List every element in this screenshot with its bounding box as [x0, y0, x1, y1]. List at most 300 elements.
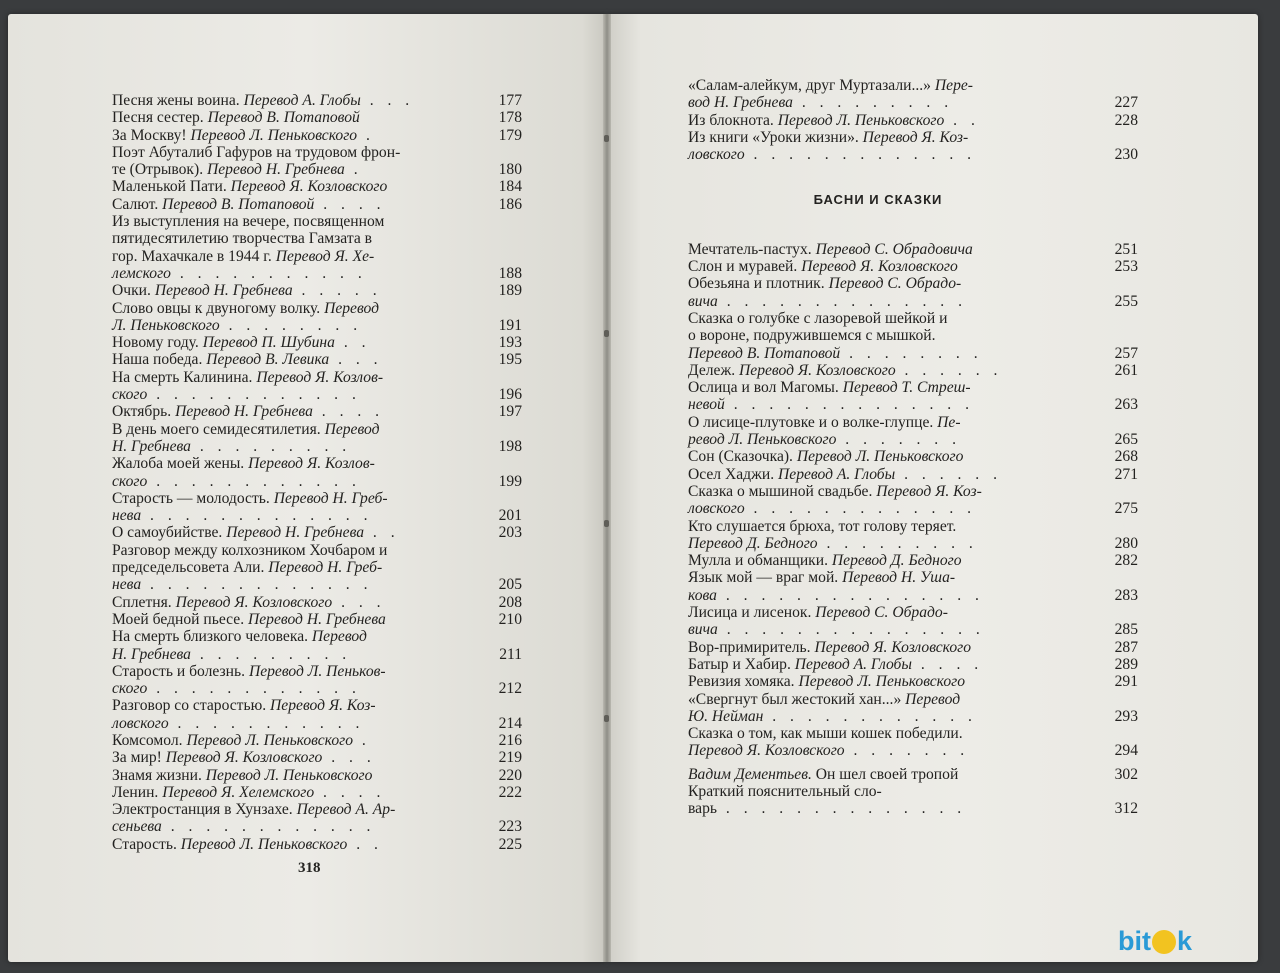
toc-entry-line — [688, 569, 1098, 586]
entry-page-number: 294 — [1114, 742, 1138, 760]
toc-entry-line — [112, 473, 482, 490]
toc-entry — [112, 334, 522, 351]
toc-entry — [112, 196, 522, 213]
entry-page-number: 255 — [1114, 292, 1138, 310]
entry-translator: Пере- — [934, 77, 973, 94]
leader-dots: . . . . . . . . . . . . . . . — [717, 621, 985, 639]
entry-title: Дележ. — [688, 361, 740, 379]
entry-title: Обезьяна и плотник. — [688, 275, 829, 293]
leader-dots: . . . . . . . . . . . . — [161, 818, 376, 836]
entry-title: Старость — молодость. — [112, 489, 274, 507]
leader-dots: . . . . — [314, 195, 386, 213]
entry-title: Знамя жизни. — [112, 766, 206, 784]
toc-entry-line — [112, 749, 482, 766]
toc-left-column — [112, 92, 522, 853]
leader-dots: . . . . — [314, 783, 386, 801]
entry-translator: нева — [112, 576, 142, 594]
entry-translator: вича — [688, 621, 718, 639]
entry-translator: кова — [688, 586, 717, 604]
entry-translator: нева — [112, 507, 142, 525]
entry-translator: Перевод — [311, 628, 367, 646]
entry-title: Вор-примиритель. — [688, 638, 815, 656]
entry-translator: вод Н. Гребнева — [688, 94, 793, 112]
toc-entry — [112, 697, 522, 732]
toc-entry-line — [112, 421, 482, 438]
toc-entry-line — [688, 362, 1098, 379]
toc-entry-line — [688, 639, 1098, 656]
entry-translator: Перевод Л. Пеньковского — [205, 766, 373, 784]
entry-title: о вороне, подружившемся с мышкой. — [688, 327, 936, 345]
toc-entry — [688, 518, 1138, 553]
toc-entry — [112, 784, 522, 801]
entry-translator: Перевод Т. Стреш- — [842, 379, 971, 397]
toc-entry-line — [112, 490, 482, 507]
entry-translator: ловского — [112, 714, 169, 732]
entry-title: председельсовета Али. — [112, 559, 269, 577]
toc-entry — [112, 801, 522, 836]
entry-title: Батыр и Хабир. — [688, 655, 795, 673]
toc-entry — [688, 77, 1138, 112]
entry-page-number: 211 — [499, 645, 522, 663]
toc-entry — [112, 92, 522, 109]
toc-entry — [688, 673, 1138, 690]
toc-entry-line — [688, 310, 1098, 327]
toc-entry — [688, 691, 1138, 726]
entry-translator: Перевод Я. Козлов- — [248, 455, 375, 473]
toc-entry — [112, 542, 522, 594]
entry-page-number: 189 — [498, 282, 522, 300]
entry-translator: Перевод Я. Козловского — [165, 749, 323, 767]
toc-entry-line — [688, 691, 1098, 708]
entry-translator: Перевод А. Ар- — [296, 801, 396, 819]
entry-page-number: 251 — [1114, 240, 1138, 258]
entry-translator: Н. Гребнева — [112, 645, 191, 663]
toc-entry-line — [112, 317, 482, 334]
entry-title: Он шел своей тропой — [815, 765, 959, 783]
entry-translator: Перевод Л. Пеньковского — [190, 126, 358, 144]
entry-translator: лемского — [112, 264, 171, 282]
entry-translator: Перевод Л. Пеньковского — [186, 731, 354, 749]
toc-entry-line — [688, 552, 1098, 569]
toc-entry — [688, 604, 1138, 639]
entry-title: Мечтатель-пастух. — [688, 240, 816, 258]
leader-dots: . . . . . . . . . . . — [168, 714, 365, 732]
entry-title: Сказка о голубке с лазоревой шейкой и — [688, 309, 948, 327]
entry-page-number: 312 — [1114, 800, 1138, 818]
entry-title: В день моего семидесятилетия. — [112, 420, 325, 438]
toc-entry-line — [688, 345, 1098, 362]
toc-entry — [688, 414, 1138, 449]
toc-entry-line — [112, 680, 482, 697]
entry-translator: Перевод Н. Греб- — [273, 489, 388, 507]
leader-dots: . — [357, 126, 375, 144]
book-gutter — [603, 14, 611, 962]
toc-entry-line — [112, 248, 482, 265]
entry-translator: Перевод Н. Гребнева — [175, 403, 313, 421]
entry-page-number: 222 — [498, 783, 522, 801]
toc-entry-line — [112, 127, 482, 144]
entry-translator: ловского — [688, 500, 745, 518]
toc-entry-line — [112, 92, 482, 109]
toc-entry-line — [112, 178, 482, 195]
entry-translator: Перевод А. Глобы — [794, 655, 912, 673]
binding-stitch — [604, 520, 609, 527]
entry-title: О лисице-плутовке и о волке-глупце. — [688, 413, 938, 431]
toc-entry-line — [688, 146, 1098, 163]
toc-entry-line — [112, 663, 482, 680]
toc-entry — [688, 569, 1138, 604]
toc-fables-entries — [688, 241, 1138, 818]
entry-translator: Перевод Я. Козловского — [801, 258, 958, 276]
toc-entry-line — [112, 801, 482, 818]
toc-entry — [688, 258, 1138, 275]
entry-translator: Перевод Я. Хелемского — [162, 783, 315, 801]
entry-title: Мулла и обманщики. — [688, 552, 832, 570]
entry-title: Сон (Сказочка). — [688, 448, 797, 466]
entry-translator: Перевод Д. Бедного — [831, 552, 962, 570]
toc-entry-line — [688, 129, 1098, 146]
entry-page-number: 282 — [1114, 552, 1138, 570]
toc-entry-line — [688, 379, 1098, 396]
entry-page-number: 199 — [498, 472, 522, 490]
leader-dots: . . . . . . . . . . . . . . — [717, 800, 967, 818]
entry-title: Сказка о мышиной свадьбе. — [688, 482, 877, 500]
toc-entry-line — [688, 656, 1098, 673]
entry-page-number: 291 — [1114, 673, 1138, 691]
toc-entry — [112, 628, 522, 663]
toc-entry-line — [112, 594, 482, 611]
entry-page-number: 210 — [498, 610, 522, 628]
toc-entry — [112, 524, 522, 541]
toc-entry — [688, 241, 1138, 258]
leader-dots: . . . . . . . . . . . . . — [141, 507, 373, 525]
entry-title: Жалоба моей жены. — [112, 455, 249, 473]
toc-entry — [688, 639, 1138, 656]
entry-title: За мир! — [112, 749, 166, 767]
leader-dots: . . . . . . . . . . . . . . — [717, 292, 967, 310]
leader-dots: . . . . . . . . — [219, 316, 363, 334]
entry-page-number: 193 — [498, 334, 522, 352]
entry-page-number: 283 — [1114, 586, 1138, 604]
toc-entry-line — [112, 507, 482, 524]
toc-entry-line — [112, 836, 482, 853]
entry-page-number: 216 — [498, 731, 522, 749]
toc-entry — [688, 766, 1138, 783]
toc-entry — [688, 783, 1138, 818]
entry-translator: Перевод Н. Гребнева — [154, 282, 293, 300]
toc-entry-line — [112, 715, 482, 732]
leader-dots: . . . . . . . . — [840, 344, 983, 362]
entry-title: гор. Махачкале в 1944 г. — [112, 247, 276, 265]
leader-dots: . . . . . . . . . . . . — [147, 386, 361, 404]
leader-dots: . — [344, 161, 363, 179]
entry-translator: Перевод Я. Коз- — [862, 128, 969, 146]
leader-dots: . . . . . . . . . . . . . . — [724, 396, 974, 414]
entry-translator: Пе- — [937, 413, 961, 431]
toc-entry-line — [112, 646, 482, 663]
entry-translator: Перевод Л. Пеньковского — [796, 448, 964, 466]
toc-entry-line — [688, 258, 1098, 275]
entry-title: Наша победа. — [112, 351, 207, 369]
entry-page-number: 271 — [1114, 465, 1138, 483]
leader-dots: . . . . — [911, 655, 984, 673]
leader-dots: . . — [944, 111, 980, 129]
entry-translator: Перевод А. Глобы — [243, 92, 361, 109]
toc-entry — [112, 403, 522, 420]
toc-entry — [688, 483, 1138, 518]
entry-title: Лисица и лисенок. — [688, 604, 816, 622]
leader-dots: . . . . . — [292, 282, 382, 300]
page-number: 318 — [298, 860, 321, 876]
entry-title: Краткий пояснительный сло- — [688, 782, 882, 800]
leader-dots: . . . — [332, 593, 386, 611]
toc-entry-line — [688, 621, 1098, 638]
entry-page-number: 280 — [1114, 534, 1138, 552]
entry-title: «Свергнут был жестокий хан...» — [688, 690, 906, 708]
leader-dots: . . . — [360, 92, 415, 109]
toc-entry — [112, 663, 522, 698]
entry-page-number: 220 — [498, 766, 522, 784]
toc-entry — [112, 369, 522, 404]
entry-translator: невой — [688, 396, 725, 414]
toc-entry — [688, 725, 1138, 760]
toc-entry-line — [688, 241, 1098, 258]
entry-title: Комсомол. — [112, 731, 187, 749]
leader-dots: . . . . . . . . . — [190, 645, 352, 663]
leader-dots: . . . . . . . . . — [792, 94, 954, 112]
entry-page-number: 257 — [1114, 344, 1138, 362]
entry-page-number: 253 — [1114, 258, 1138, 276]
entry-translator: Перевод Л. Пеньковского — [777, 111, 945, 129]
toc-entry — [688, 552, 1138, 569]
entry-title: За Москву! — [112, 126, 191, 144]
entry-title: Осел Хаджи. — [688, 465, 779, 483]
toc-entry — [112, 178, 522, 195]
leader-dots: . . . . . . . . . . . . . — [744, 500, 977, 518]
entry-translator: Перевод Я. Коз- — [270, 697, 376, 715]
entry-title: Электростанция в Хунзахе. — [112, 801, 297, 819]
leader-dots: . . . . — [312, 403, 385, 421]
entry-title: Слово овцы к двуногому волку. — [112, 299, 325, 317]
toc-entry-line — [112, 576, 482, 593]
toc-entry-line — [112, 144, 482, 161]
toc-entry — [688, 112, 1138, 129]
toc-entry — [112, 749, 522, 766]
entry-translator: Перевод Н. Гребнева — [226, 524, 365, 542]
toc-entry — [112, 455, 522, 490]
entry-translator: Н. Гребнева — [112, 437, 191, 455]
entry-title: «Салам-алейкум, друг Муртазали...» — [688, 77, 935, 94]
toc-entry-line — [688, 604, 1098, 621]
toc-entry-line — [112, 334, 482, 351]
entry-page-number: 197 — [498, 403, 522, 421]
leader-dots: . . — [334, 334, 371, 352]
toc-entry-line — [688, 708, 1098, 725]
entry-translator: Перевод Я. Козлов- — [256, 368, 384, 386]
entry-translator: сеньева — [112, 818, 162, 836]
entry-translator: Перевод В. Потаповой — [162, 195, 315, 213]
entry-title: Разговор между колхозником Хочбаром и — [112, 541, 388, 559]
toc-entry — [112, 767, 522, 784]
entry-page-number: 285 — [1114, 621, 1138, 639]
entry-page-number: 265 — [1114, 431, 1138, 449]
toc-entry — [688, 129, 1138, 164]
toc-right-column — [688, 77, 1138, 818]
toc-entry-line — [112, 161, 482, 178]
entry-title: Язык мой — враг мой. — [688, 569, 843, 587]
entry-page-number: 228 — [1114, 111, 1138, 129]
toc-entry — [112, 127, 522, 144]
leader-dots: . . . . . . . . . . . . . — [141, 576, 373, 594]
toc-entry — [112, 109, 522, 126]
entry-title: Новому году. — [112, 334, 203, 352]
entry-page-number: 289 — [1114, 655, 1138, 673]
toc-entry — [688, 448, 1138, 465]
entry-title: Ревизия хомяка. — [688, 673, 799, 691]
toc-entry-line — [688, 94, 1098, 111]
toc-entry-line — [688, 112, 1098, 129]
toc-entry-line — [688, 431, 1098, 448]
entry-translator: Перевод В. Левика — [206, 351, 330, 369]
entry-page-number: 225 — [498, 835, 522, 853]
leader-dots: . . . . . . . . . — [190, 437, 352, 455]
entry-translator: Перевод Л. Пеньковского — [180, 835, 348, 853]
entry-page-number: 188 — [498, 264, 522, 282]
leader-dots: . . . . . . . . . — [817, 534, 978, 552]
entry-page-number: 302 — [1114, 765, 1138, 783]
leader-dots: . . . . . . — [895, 465, 1002, 483]
toc-entry-line — [688, 500, 1098, 517]
entry-page-number: 177 — [498, 92, 522, 109]
toc-entry-line — [688, 800, 1098, 817]
entry-translator: Перевод Я. Коз- — [876, 482, 982, 500]
toc-entry-line — [688, 535, 1098, 552]
entry-translator: Перевод В. Потаповой — [688, 344, 841, 362]
leader-dots: . . . . . . . — [844, 742, 970, 760]
entry-page-number: 184 — [498, 178, 522, 196]
toc-entry-line — [112, 524, 482, 541]
entry-title: Сказка о том, как мыши кошек победили. — [688, 725, 963, 743]
toc-entry — [688, 466, 1138, 483]
toc-entry-line — [112, 369, 482, 386]
toc-entry-line — [688, 725, 1098, 742]
leader-dots: . . . . . . . — [836, 431, 961, 449]
toc-entry-line — [112, 300, 482, 317]
entry-translator: Перевод Я. Хе- — [275, 247, 375, 265]
entry-page-number: 195 — [498, 351, 522, 369]
entry-title: Поэт Абуталиб Гафуров на трудовом фрон- — [112, 143, 401, 161]
toc-entry-line — [688, 483, 1098, 500]
leader-dots: . . . . . . . . . . . . . . . — [716, 586, 984, 604]
entry-title: На смерть близкого человека. — [112, 628, 312, 646]
entry-title: Старость и болезнь. — [112, 662, 249, 680]
toc-entry-line — [112, 109, 482, 126]
toc-entry — [112, 421, 522, 456]
toc-entry-line — [688, 327, 1098, 344]
toc-entry-line — [688, 783, 1098, 800]
watermark-logo: bit k — [1118, 925, 1193, 956]
entry-translator: ского — [112, 386, 148, 404]
leader-dots: . . . . . . . . . . . . — [147, 680, 361, 698]
toc-entry-line — [112, 559, 482, 576]
entry-page-number: 263 — [1114, 396, 1138, 414]
toc-entry-line — [688, 275, 1098, 292]
leader-dots: . . . — [329, 351, 383, 369]
toc-entry-line — [112, 818, 482, 835]
toc-entry-line — [688, 293, 1098, 310]
entry-page-number: 196 — [498, 386, 522, 404]
toc-entry-line — [112, 265, 482, 282]
toc-entry-line — [112, 196, 482, 213]
entry-page-number: 268 — [1114, 448, 1138, 466]
entry-title: Кто слушается брюха, тот голову теряет. — [688, 517, 957, 535]
toc-entry-line — [688, 766, 1098, 783]
entry-title: Из выступления на вечере, посвященном — [112, 213, 385, 231]
entry-page-number: 219 — [498, 749, 522, 767]
entry-translator: Перевод — [905, 690, 961, 708]
entry-page-number: 186 — [498, 195, 522, 213]
entry-translator: Перевод С. Обрадовича — [815, 240, 973, 258]
toc-entry-line — [112, 213, 482, 230]
entry-page-number: 179 — [498, 126, 522, 144]
entry-translator: Перевод Я. Козловского — [688, 742, 845, 760]
entry-translator: Вадим Дементьев. — [688, 765, 816, 783]
entry-page-number: 230 — [1114, 146, 1138, 164]
toc-entry-line — [112, 403, 482, 420]
entry-page-number: 180 — [498, 161, 522, 179]
entry-page-number: 201 — [498, 507, 522, 525]
entry-translator: Перевод П. Шубина — [202, 334, 335, 352]
entry-translator: ского — [112, 680, 148, 698]
toc-entry — [112, 611, 522, 628]
entry-translator: вича — [688, 292, 718, 310]
toc-entry-line — [112, 611, 482, 628]
entry-title: Салют. — [112, 195, 163, 213]
entry-page-number: 198 — [498, 437, 522, 455]
entry-title: Моей бедной пьесе. — [112, 610, 248, 628]
entry-translator: Перевод Я. Козловского — [230, 178, 388, 196]
toc-entry — [112, 144, 522, 179]
entry-title: Очки. — [112, 282, 155, 300]
toc-continued-entries — [688, 77, 1138, 163]
entry-page-number: 208 — [498, 593, 522, 611]
toc-entry-line — [112, 732, 482, 749]
entry-page-number: 214 — [498, 714, 522, 732]
toc-entry-line — [688, 742, 1098, 759]
toc-entry-line — [688, 518, 1098, 535]
toc-entry — [112, 836, 522, 853]
section-title: БАСНИ И СКАЗКИ — [813, 192, 943, 208]
entry-translator: Л. Пеньковского — [112, 316, 220, 334]
toc-entry — [688, 275, 1138, 310]
toc-entry — [688, 656, 1138, 673]
entry-translator: Перевод Я. Козловского — [814, 638, 972, 656]
entry-page-number: 203 — [498, 524, 522, 542]
entry-title: На смерть Калинина. — [112, 368, 257, 386]
toc-entry-line — [688, 673, 1098, 690]
toc-entry-line — [112, 455, 482, 472]
leader-dots: . . — [364, 524, 400, 542]
binding-stitch — [604, 330, 609, 337]
entry-translator: ревод Л. Пеньковского — [688, 431, 837, 449]
entry-translator: Ю. Нейман — [688, 707, 764, 725]
entry-translator: Перевод Я. Козловского — [739, 361, 896, 379]
toc-entry-line — [112, 784, 482, 801]
entry-title: Из книги «Уроки жизни». — [688, 128, 863, 146]
toc-entry — [112, 732, 522, 749]
toc-entry-line — [688, 77, 1098, 94]
toc-entry-line — [688, 448, 1098, 465]
